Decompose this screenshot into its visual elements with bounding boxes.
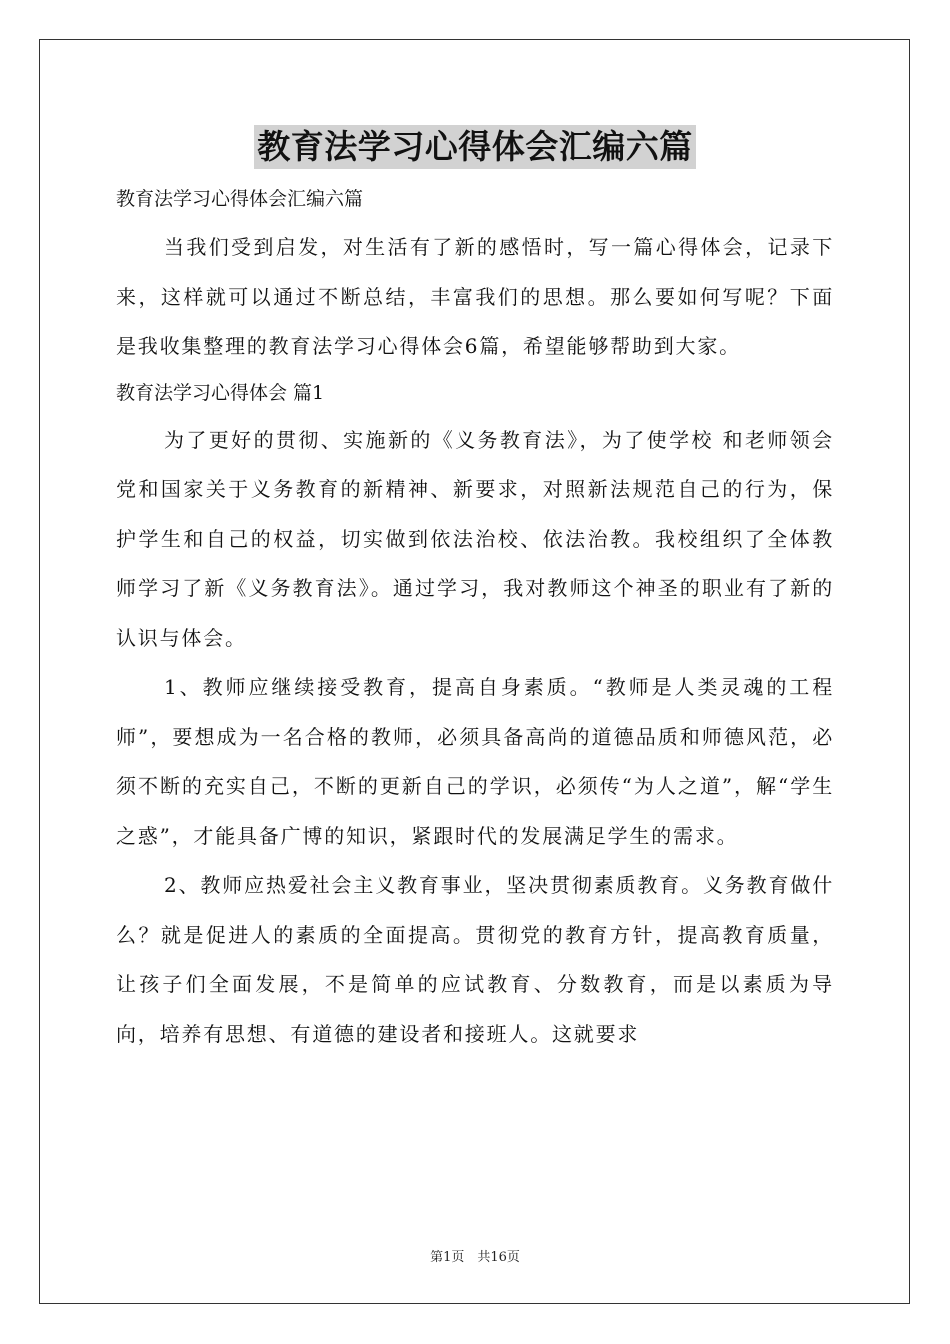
intro-paragraph: 当我们受到启发，对生活有了新的感悟时，写一篇心得体会，记录下来，这样就可以通过不断总结，丰富我们的思想。那么要如何写呢？下面是我收集整理的教育法学习心得体会6篇，希望能够帮助到大家。 bbox=[116, 235, 834, 358]
document-title: 教育法学习心得体会汇编六篇 bbox=[254, 125, 696, 169]
document-subtitle: 教育法学习心得体会汇编六篇 bbox=[116, 188, 364, 210]
document-body bbox=[116, 178, 834, 1059]
page-footer: 第1页 共16页 bbox=[430, 1250, 520, 1265]
body-paragraph: 为了更好的贯彻、实施新的《义务教育法》，为了使学校 和老师领会党和国家关于义务教育的新精神、新要求，对照新法规范自己的行为，保护学生和自己的权益，切实做到依法治校、依法治教。我校组织了全体教师学习了新《义务教育法》。通过学习，我对教师这个神圣的职业有了新的认识与体会。 bbox=[116, 427, 834, 650]
title-container bbox=[0, 125, 950, 169]
body-paragraph: 2、教师应热爱社会主义教育事业，坚决贯彻素质教育。义务教育做什么？就是促进人的素质的全面提高。贯彻党的教育方针，提高教育质量，让孩子们全面发展，不是简单的应试教育、分数教育，而是以素质为导向，培养有思想、有道德的建设者和接班人。这就要求 bbox=[116, 873, 834, 1046]
body-paragraph: 1、教师应继续接受教育，提高自身素质。“教师是人类灵魂的工程师”，要想成为一名合格的教师，必须具备高尚的道德品质和师德风范，必须不断的充实自己，不断的更新自己的学识，必须传“为人之道”，解“学生之惑”，才能具备广博的知识，紧跟时代的发展满足学生的需求。 bbox=[116, 675, 834, 848]
section-heading: 教育法学习心得体会 篇1 bbox=[116, 381, 325, 404]
